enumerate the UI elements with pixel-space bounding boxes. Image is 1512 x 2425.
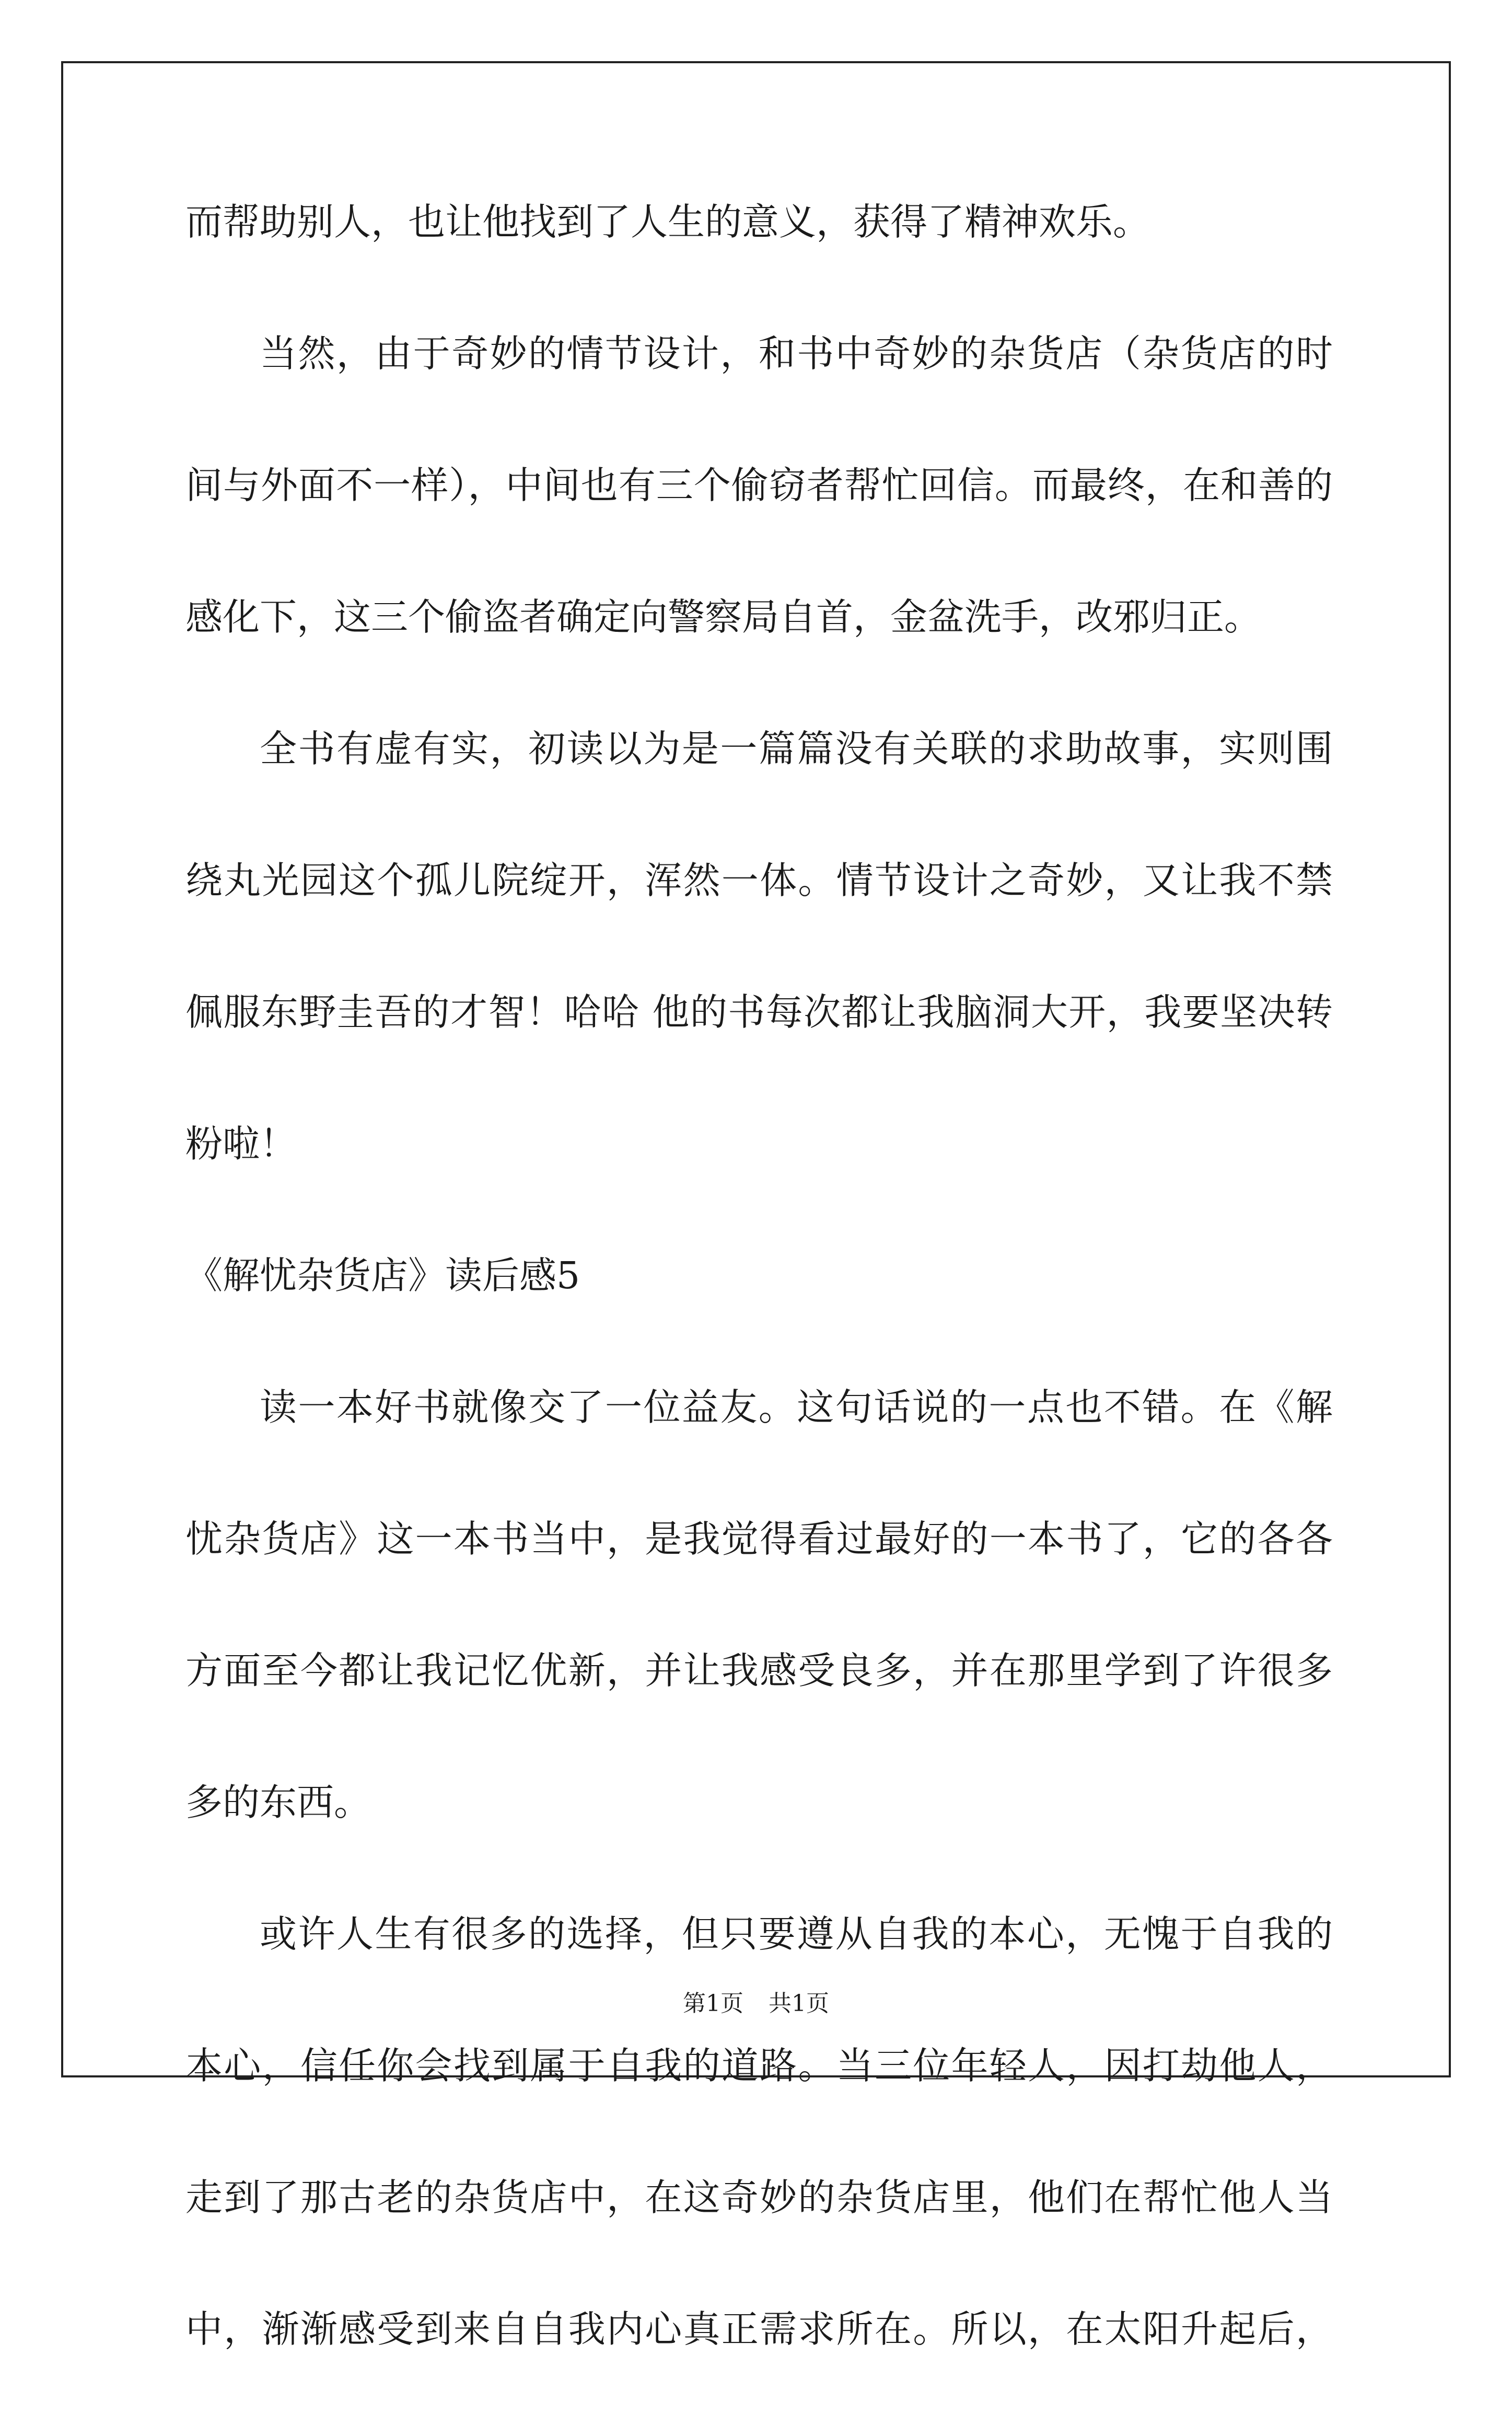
- text-line: 佩服东野圭吾的才智！哈哈 他的书每次都让我脑洞大开，我要坚决转: [185, 990, 1333, 1034]
- text-line: 粉啦！: [185, 1122, 297, 1165]
- text-line: 而帮助别人，也让他找到了人生的意义，获得了精神欢乐。: [185, 200, 1150, 244]
- text-line: 绕丸光园这个孤儿院绽开，浑然一体。情节设计之奇妙，又让我不禁: [185, 859, 1333, 902]
- text-line: 多的东西。: [185, 1781, 371, 1824]
- document-body: [185, 186, 1333, 2425]
- text-line: 本心，信任你会找到属于自我的道路。当三位年轻人，因打劫他人，: [185, 2044, 1333, 2087]
- text-line: 或许人生有很多的选择，但只要遵从自我的本心，无愧于自我的: [260, 1912, 1333, 1956]
- text-line: 方面至今都让我记忆优新，并让我感受良多，并在那里学到了许很多: [185, 1649, 1333, 1692]
- section-heading: 《解忧杂货店》读后感5: [185, 1254, 580, 1297]
- page-footer: [0, 1988, 1512, 2019]
- page-total: 共1页: [769, 1990, 829, 2017]
- text-line: 走到了那古老的杂货店中，在这奇妙的杂货店里，他们在帮忙他人当: [185, 2176, 1333, 2219]
- text-line: 感化下，这三个偷盗者确定向警察局自首，金盆洗手，改邪归正。: [185, 595, 1262, 639]
- text-line: 全书有虚有实，初读以为是一篇篇没有关联的求助故事，实则围: [260, 727, 1333, 770]
- text-line: 当然，由于奇妙的情节设计，和书中奇妙的杂货店（杂货店的时: [260, 332, 1333, 375]
- text-line: 间与外面不一样），中间也有三个偷窃者帮忙回信。而最终，在和善的: [185, 464, 1333, 507]
- text-line: 读一本好书就像交了一位益友。这句话说的一点也不错。在《解: [260, 1385, 1333, 1429]
- text-line: 忧杂货店》这一本书当中，是我觉得看过最好的一本书了，它的各各: [185, 1517, 1333, 1561]
- page-number: 第1页: [683, 1990, 743, 2017]
- text-line: 中，渐渐感受到来自自我内心真正需求所在。所以，在太阳升起后，: [185, 2307, 1333, 2351]
